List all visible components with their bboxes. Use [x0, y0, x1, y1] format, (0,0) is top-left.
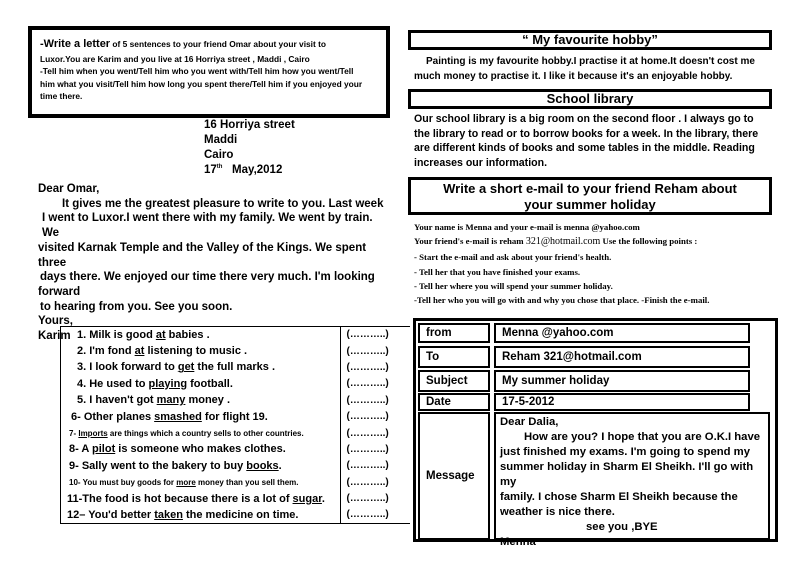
email-row-date — [416, 393, 775, 411]
task-line4: him what you visit/Tell him how long you spent there/Tell him if you enjoyed your — [40, 78, 363, 89]
email-info-line — [414, 234, 774, 250]
email-point: -Tell her who you will go with and why you chose that place. -Finish the e-mail. — [414, 295, 710, 306]
message-signature: Menna — [500, 536, 536, 549]
task-line3: -Tell him when you went/Tell him who you went with/Tell him how you went/Tell — [40, 66, 354, 77]
date-suffix: th — [216, 163, 223, 170]
address-street: 16 Horriya street — [204, 119, 295, 131]
library-heading: School library — [408, 89, 772, 109]
q-text: 5. I haven't got — [77, 394, 157, 407]
q-error-word: Imports — [78, 428, 108, 438]
answer-blank: (………..) — [340, 425, 410, 441]
q-error-word: at — [134, 345, 145, 358]
answer-blank: (………..) — [340, 441, 410, 457]
q-text: the full marks . — [194, 361, 276, 374]
message-line: summer holiday in Sharm El Sheikh. I'll go with my — [500, 461, 754, 489]
q-text: 7- — [69, 428, 79, 438]
info-text: Use the following points : — [600, 236, 698, 247]
q-error-word: taken — [154, 508, 183, 521]
letter-task-box — [28, 26, 390, 118]
email-heading-line: your summer holiday — [524, 197, 656, 212]
q-text: 1. Milk is good — [77, 328, 156, 341]
letter-signature: Karim — [38, 330, 71, 343]
q-error-word: smashed — [154, 410, 202, 423]
question-row — [61, 359, 411, 375]
q-text: . — [321, 492, 325, 505]
q-text: babies . — [165, 328, 210, 341]
question-row — [61, 425, 411, 441]
subject-label: Subject — [418, 370, 490, 392]
question-row — [61, 441, 411, 457]
library-line: increases our information. — [414, 156, 548, 169]
q-text: for flight 19. — [201, 410, 268, 423]
info-mail: 321@hotmail.com — [525, 236, 601, 248]
q-text: 6- Other planes — [71, 410, 155, 423]
date-day: 17 — [204, 163, 217, 176]
task-line1: of 5 sentences to your friend Omar about your visit to — [110, 39, 327, 49]
email-info-line: Your name is Menna and your e-mail is menna @yahoo.com — [414, 222, 640, 232]
task-title: -Write a letter — [40, 38, 111, 50]
info-text: Your friend's e-mail is reham — [414, 236, 526, 247]
question-row — [61, 392, 411, 408]
email-heading-line: Write a short e-mail to your friend Reham about — [443, 181, 737, 196]
answer-blank: (………..) — [340, 359, 410, 375]
email-point: - Tell her that you have finished your exams. — [414, 266, 581, 277]
q-error-word: get — [177, 361, 195, 374]
question-row — [61, 507, 411, 523]
library-line: are different kinds of books and some tables in the middle. Reading — [414, 142, 755, 155]
letter-address — [204, 118, 295, 178]
email-row-subject — [416, 370, 775, 392]
message-greeting: Dear Dalia, — [500, 416, 559, 428]
hobby-paragraph — [414, 54, 774, 84]
question-row — [61, 458, 411, 474]
email-task-heading — [408, 177, 772, 215]
message-label: Message — [418, 412, 490, 540]
letter-line: to hearing from you. See you soon. — [40, 300, 233, 313]
question-row — [61, 327, 411, 343]
q-text: 9- Sally went to the bakery to buy — [69, 459, 247, 472]
q-error-word: many — [156, 394, 186, 407]
subject-value: My summer holiday — [494, 370, 750, 392]
q-text: is someone who makes clothes. — [115, 443, 286, 456]
letter-line: I went to Luxor.I went there with my family. We went by train. We — [42, 212, 373, 240]
letter-body — [38, 182, 388, 344]
letter-line: visited Karnak Temple and the Valley of the Kings. We spent three — [38, 241, 367, 269]
q-text: the medicine on time. — [182, 508, 299, 521]
q-text: money than you sell them. — [195, 477, 299, 487]
address-city: Cairo — [204, 148, 234, 161]
q-error-word: playing — [148, 377, 188, 390]
letter-greeting: Dear Omar, — [38, 183, 100, 195]
to-label: To — [418, 346, 490, 368]
q-text: 10- You must buy goods for — [69, 477, 177, 487]
q-error-word: at — [155, 328, 166, 341]
email-row-message — [416, 412, 775, 549]
from-value: Menna @yahoo.com — [494, 323, 750, 343]
email-row-to — [416, 345, 775, 369]
q-text: 3. I look forward to — [77, 361, 178, 374]
letter-line: It gives me the greatest pleasure to write to you. Last week — [62, 197, 384, 210]
letter-line: forward — [38, 286, 81, 299]
q-text: . — [278, 459, 282, 472]
email-row-from — [416, 321, 775, 343]
date-label: Date — [418, 393, 490, 411]
question-row — [61, 474, 411, 490]
email-form — [413, 318, 778, 549]
date-month-year: May,2012 — [222, 163, 283, 176]
answer-blank: (………..) — [340, 408, 410, 424]
answer-blank: (………..) — [340, 343, 410, 359]
library-line: Our school library is a big room on the second floor . I always go to — [414, 113, 754, 125]
email-point: - Start the e-mail and ask about your friend's health. — [414, 252, 612, 263]
hobby-line: Painting is my favourite hobby.I practise it at home.It doesn't cost me — [426, 56, 755, 67]
address-district: Maddi — [204, 133, 238, 146]
answer-blank: (………..) — [340, 474, 410, 490]
to-value: Reham 321@hotmail.com — [494, 346, 750, 368]
q-text: 11-The food is hot because there is a lot of — [67, 492, 293, 505]
message-line: family. I chose Sharm El Sheikh because the — [500, 491, 738, 504]
question-row — [61, 408, 411, 424]
question-row — [61, 490, 411, 506]
message-line: weather is nice there. — [500, 506, 615, 519]
q-text: 2. I'm fond — [77, 345, 135, 358]
message-line: just finished my exams. I'm going to spend my — [500, 446, 751, 459]
library-paragraph — [414, 112, 776, 170]
q-text: listening to music . — [144, 345, 248, 358]
answer-blank: (………..) — [340, 376, 410, 392]
letter-closing: Yours, — [38, 315, 73, 328]
correction-questions-table — [60, 326, 410, 524]
date-value: 17-5-2012 — [494, 393, 750, 411]
q-error-word: sugar — [292, 492, 322, 505]
message-signoff: see you ,BYE — [586, 521, 658, 534]
library-line: the library to read or to borrow books for a week. In the library, there — [414, 127, 759, 140]
q-text: football. — [187, 377, 233, 390]
from-label: from — [418, 323, 490, 343]
q-error-word: pilot — [92, 443, 116, 456]
question-row — [61, 376, 411, 392]
message-line: How are you? I hope that you are O.K.I have — [524, 431, 761, 444]
q-text: 4. He used to — [77, 377, 149, 390]
answer-blank: (………..) — [340, 327, 410, 343]
q-text: 12– You'd better — [67, 508, 155, 521]
q-error-word: more — [176, 477, 196, 487]
letter-date — [204, 163, 295, 178]
answer-blank: (………..) — [340, 458, 410, 474]
hobby-line: much money to practise it. I like it because it's an enjoyable hobby. — [414, 71, 733, 82]
q-text: 8- A — [69, 443, 93, 456]
q-text: are things which a country sells to other countries. — [107, 428, 304, 438]
hobby-heading: “ My favourite hobby” — [408, 30, 772, 50]
message-body — [494, 412, 770, 549]
q-text: money . — [185, 394, 231, 407]
email-point: - Tell her where you will spend your summer holiday. — [414, 280, 613, 291]
answer-blank: (………..) — [340, 392, 410, 408]
answer-blank: (………..) — [340, 490, 410, 506]
task-line5: time there. — [40, 91, 83, 102]
task-line2: Luxor.You are Karim and you live at 16 Horriya street , Maddi , Cairo — [40, 53, 310, 64]
q-error-word: books — [246, 459, 279, 472]
answer-blank: (………..) — [340, 507, 410, 523]
question-row — [61, 343, 411, 359]
email-task-instructions — [414, 220, 774, 307]
letter-line: days there. We enjoyed our time there very much. I'm looking — [40, 271, 375, 284]
